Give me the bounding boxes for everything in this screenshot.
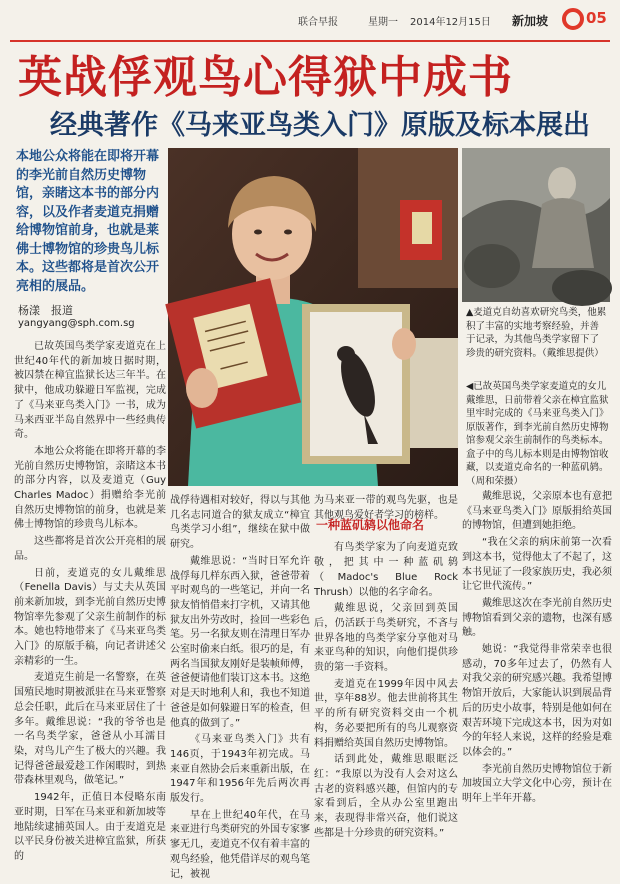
paragraph: 已故英国鸟类学家麦道克在上世纪40年代的新加坡日据时期，被囚禁在樟宜监狱长达三年半。在狱中，他成功躲避日军监视，完成了《马来亚鸟类入门》一书，成为马来西亚半岛自然界中一些经典传奇。 (14, 341, 166, 441)
section-ring-icon (562, 8, 584, 30)
paragraph: 战俘待遇相对较好，得以与其他几名志同道合的狱友成立“樟宜鸟类学习小组”，继续在狱中做研究。 (170, 495, 310, 551)
side-photo-caption: ▲麦道克自幼喜欢研究鸟类，他累积了丰富的实地考察经验，并善于记录，为其他鸟类学家留下了珍贵的研究资料。（戴维思提供） (466, 307, 607, 359)
main-photo (168, 148, 458, 486)
article-column-2 (170, 494, 310, 884)
section-name: 新加坡 (512, 14, 549, 28)
paragraph: 本地公众将能在即将开幕的李光前自然历史博物馆，亲睹这本书的部分内容，以及麦道克（Guy Charles Madoc）捐赠给李光前自然历史博物馆的前身，也就是莱佛士博物馆的珍贵鸟儿标本。 (14, 445, 166, 531)
page-header (0, 0, 620, 46)
paragraph: 有鸟类学家为了向麦道克致敬，把其中一种蓝矶鸫（Madoc's Blue Rock Thrush）以他的名字命名。 (314, 542, 458, 598)
paragraph: 话到此处，戴维思眼眶泛红：“我原以为没有人会对这么古老的资料感兴趣，但馆内的专家看到后，全从办公室里跑出来，表现得非常兴奋，他们说这些都是十分珍贵的研究资料。” (314, 754, 458, 839)
paragraph: 《马来亚鸟类入门》共有146页，于1943年初完成。马来亚自然协会后来重新出版，在1947年和1956年先后两次再版发行。 (170, 734, 310, 805)
paragraph: 她说：“我觉得非常荣幸也很感动，70多年过去了，仍然有人对我父亲的研究感兴趣。我希望博物馆开放后，大家能认识到展品背后的历史小故事，特别是他如何在艰苦环境下完成这本书，因为对如今的年轻人来说，这样的经验是难以体会的。” (462, 644, 612, 758)
paragraph: 1942年，正值日本侵略东南亚时期，日军在马来亚和新加坡等地陆续逮捕英国人。由于麦道克是以平民身份被关进樟宜监狱，所获的 (14, 792, 166, 862)
article-column-1 (14, 340, 166, 867)
paragraph: 早在上世纪40年代，在马来亚进行鸟类研究的外国专家寥寥无几，麦道克不仅有着丰富的观鸟经验，他凭借详尽的观鸟笔记，被视 (170, 809, 310, 880)
paragraph: 麦道克生前是一名警察，在英国殖民地时期被派驻在马来亚警察总会任职，此后在马来亚居住了十多年。戴维思说：“我的爷爷也是一名鸟类学家，爸爸从小耳濡目染，对鸟儿产生了极大的兴趣。我记得爸爸最爱趁工作闲暇时，到热带森林里观鸟，做笔记。” (14, 672, 166, 787)
paragraph: 戴维思这次在李光前自然历史博物馆看到父亲的遗物，也深有感触。 (462, 597, 612, 639)
lead-paragraph: 本地公众将能在即将开幕的李光前自然历史博物馆，亲睹这本书的部分内容，以及作者麦道克捐赠给博物馆前身，也就是莱佛士博物馆的珍贵鸟儿标本。这些都将是首次公开亮相的展品。 (16, 149, 160, 294)
subheadline: 经典著作《马来亚鸟类入门》原版及标本展出 (50, 110, 590, 141)
reporter-email: yangyang@sph.com.sg (18, 318, 135, 329)
paragraph: 这些都将是首次公开亮相的展品。 (14, 536, 166, 562)
byline: 杨漾 报道 (18, 304, 73, 317)
paragraph: “我在父亲的病床前第一次看到这本书，觉得他太了不起了，这本书见证了一段家族历史，我必须让它世代流传。” (462, 537, 612, 593)
paragraph: 为马来亚一带的观鸟先驱，也是其他观鸟爱好者学习的榜样。 (314, 495, 458, 521)
paragraph: 戴维思说：“当时日军允许战俘每几样东西入狱，爸爸带着平时观鸟的一些笔记，并向一名狱友悄悄借来打字机，又请其他狱友出外劳改时，捡回一些彩色笔。另一名狱友则在清理日军办公室时偷来白纸。很巧的是，有两名当国狱友刚好是装帧师傅，爸爸便请他们装订这本书。这绝对是天时地利人和，我也不知道爸爸是如何躲避日军的检查，但他真的做到了。” (170, 555, 310, 729)
article-column-4 (462, 490, 612, 809)
side-photo-illustration (462, 148, 610, 302)
main-photo-illustration (168, 148, 458, 486)
side-photo (462, 148, 610, 302)
weekday: 星期一 (368, 17, 398, 28)
paragraph: 戴维思说，父亲原本也有意把《马来亚鸟类入门》原版捐给英国的博物馆，但遭到她拒绝。 (462, 491, 612, 532)
section-subtitle: 一种蓝矶鸫以他命名 (316, 518, 425, 532)
headline: 英战俘观鸟心得狱中成书 (18, 52, 513, 103)
issue-date: 2014年12月15日 (410, 17, 491, 28)
paragraph: 李光前自然历史博物馆位于新加坡国立大学文化中心旁，预计在明年上半年开幕。 (462, 763, 612, 805)
paragraph: 麦道克在1999年因中风去世，享年88岁。他去世前将其生平的所有研究资料交由一个机构，务必要把所有的鸟儿观察资料捐赠给英国自然历史博物馆。 (314, 678, 458, 749)
paragraph: 戴维思说，父亲回到英国后，仍活跃于鸟类研究，不吝与世界各地的鸟类学家分享他对马来亚鸟种的知识，向他们提供珍贵的第一手资料。 (314, 603, 458, 674)
page-number: 05 (586, 9, 607, 27)
header-rule (10, 40, 610, 42)
paragraph: 日前，麦道克的女儿戴维思（Fenella Davis）与丈夫从英国前来新加坡，到李光前自然历史博物馆率先参观了父亲生前制作的标本。她也特地带来了《马来亚鸟类入门》的原版手稿，向记者讲述父亲精彩的一生。 (14, 567, 166, 667)
newspaper-name: 联合早报 (298, 17, 338, 28)
main-photo-caption: ◀已故英国鸟类学家麦道克的女儿戴维思，日前带着父亲在樟宜监狱里牢时完成的《马来亚鸟类入门》原版著作，到李光前自然历史博物馆参观父亲生前制作的鸟类标本。盒子中的鸟儿标本则是由博物馆收藏，以麦道克命名的一种蓝矶鸫。（周和荣摄） (466, 381, 609, 487)
article-column-3 (314, 494, 458, 843)
